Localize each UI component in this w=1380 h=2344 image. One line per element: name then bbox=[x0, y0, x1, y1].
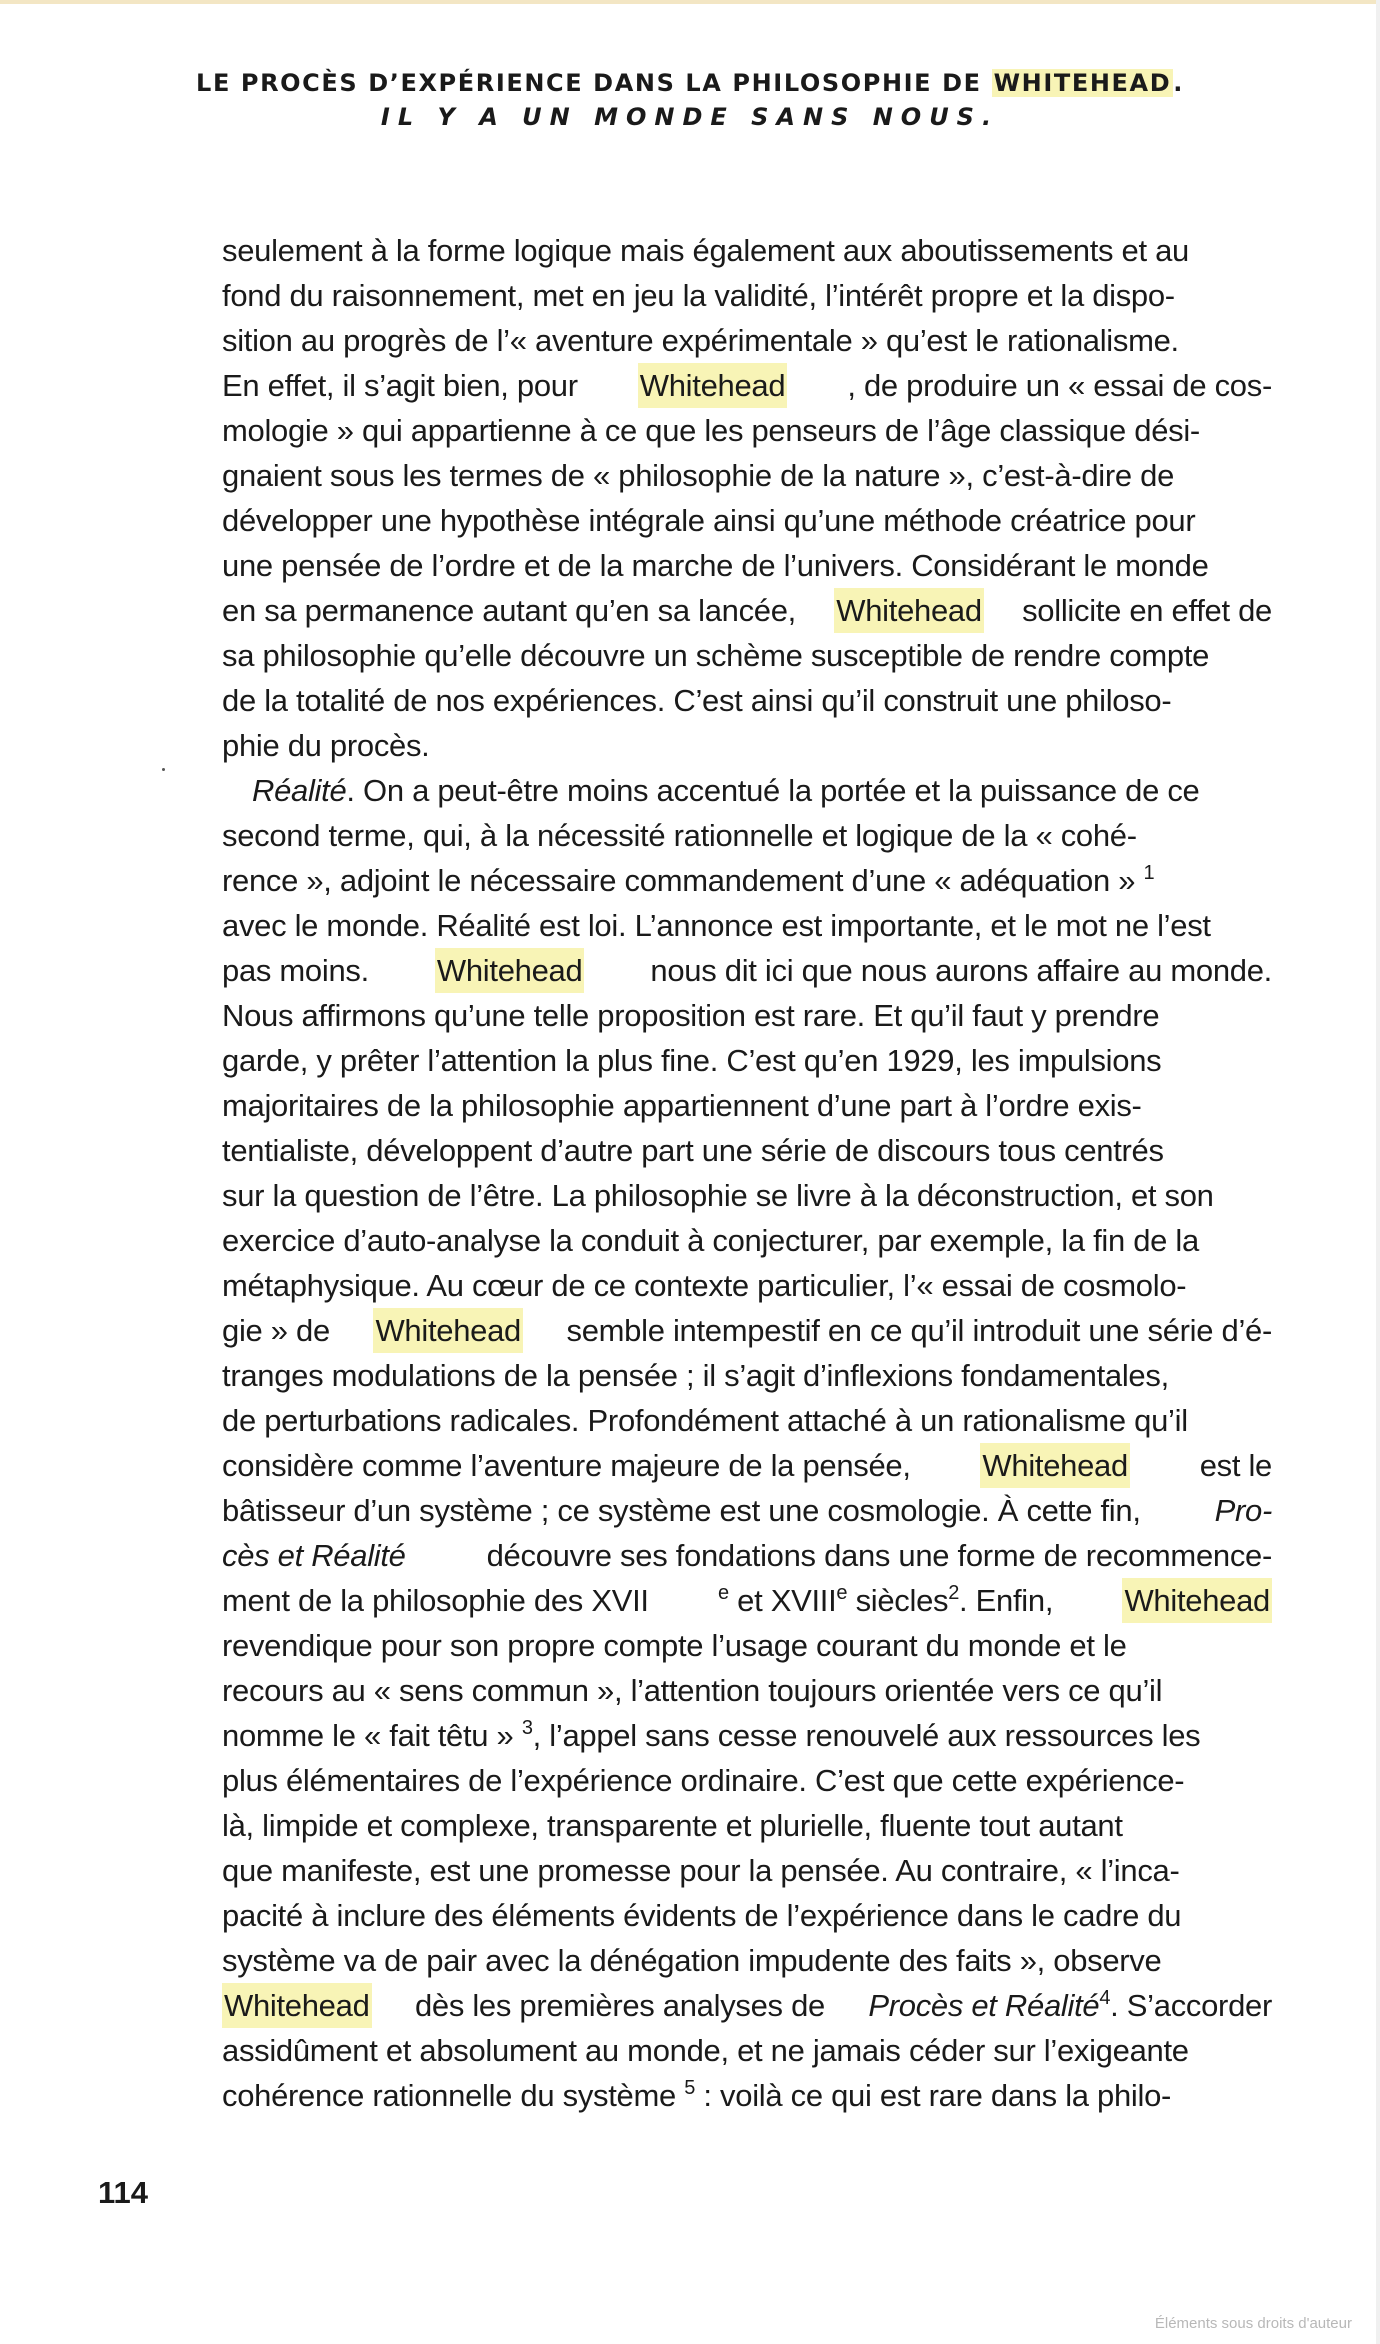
text-line: métaphysique. Au cœur de ce contexte particulier, l’« essai de cosmolo- bbox=[222, 1268, 1187, 1303]
highlight[interactable]: Whitehead bbox=[834, 588, 984, 633]
text-line: tentialiste, développent d’autre part une série de discours tous centrés bbox=[222, 1133, 1164, 1168]
text-line: de perturbations radicales. Profondément attaché à un rationalisme qu’il bbox=[222, 1403, 1188, 1438]
body-text bbox=[222, 228, 1272, 2118]
ordinal-mark: e bbox=[836, 1582, 848, 1604]
text-line: revendique pour son propre compte l’usage courant du monde et le bbox=[222, 1628, 1127, 1663]
text-line: second terme, qui, à la nécessité rationnelle et logique de la « cohé- bbox=[222, 818, 1137, 853]
text-line: Réalité. On a peut-être moins accentué la portée et la puissance de ce bbox=[252, 773, 1200, 808]
text-line: tranges modulations de la pensée ; il s’agit d’inflexions fondamentales, bbox=[222, 1358, 1169, 1393]
text-line: cohérence rationnelle du système $^5$ : voilà ce qui est rare dans la philo- bbox=[222, 2077, 1172, 2113]
footnote-ref[interactable]: 5 bbox=[684, 2077, 696, 2099]
highlight[interactable]: Whitehead bbox=[980, 1443, 1130, 1488]
page-right-border bbox=[1376, 0, 1380, 2344]
text-line: plus élémentaires de l’expérience ordinaire. C’est que cette expérience- bbox=[222, 1763, 1185, 1798]
text-line: bâtisseur d’un système ; ce système est une cosmologie. À cette fin, Pro- bbox=[222, 1488, 1272, 1533]
text-line: en sa permanence autant qu’en sa lancée, Whitehead sollicite en effet de bbox=[222, 588, 1272, 633]
highlight[interactable]: Whitehead bbox=[1122, 1578, 1272, 1623]
text-line: assidûment et absolument au monde, et ne jamais céder sur l’exigeante bbox=[222, 2033, 1189, 2068]
work-title: Procès et Réalité bbox=[868, 1988, 1100, 2023]
text-line: avec le monde. Réalité est loi. L’annonce est importante, et le mot ne l’est bbox=[222, 908, 1211, 943]
text-line: ment de la philosophie des XVII $^e$ et XVIIIe siècles$^2$. Enfin, Whitehead bbox=[222, 1578, 1272, 1623]
copyright-notice: Éléments sous droits d'auteur bbox=[1154, 2315, 1352, 2332]
text-line: gie » de Whitehead semble intempestif en ce qu’il introduit une série d’é- bbox=[222, 1308, 1272, 1353]
running-head-subtitle: IL Y A UN MONDE SANS NOUS. bbox=[380, 103, 1000, 131]
text-line: que manifeste, est une promesse pour la pensée. Au contraire, « l’inca- bbox=[222, 1853, 1180, 1888]
text-line: nomme le « fait têtu » $^3$, l’appel sans cesse renouvelé aux ressources les bbox=[222, 1717, 1201, 1753]
text-line: En effet, il s’agit bien, pour Whitehead , de produire un « essai de cos- bbox=[222, 363, 1272, 408]
footnote-ref[interactable]: 2 bbox=[948, 1582, 960, 1604]
running-head-title: LE PROCÈS D’EXPÉRIENCE DANS LA PHILOSOPHIE DE WHITEHEAD. bbox=[196, 69, 1184, 97]
highlight[interactable]: WHITEHEAD bbox=[993, 69, 1172, 97]
footnote-ref[interactable]: 3 bbox=[521, 1717, 533, 1739]
footnote-ref[interactable]: 4 bbox=[1099, 1987, 1111, 2009]
text-line: majoritaires de la philosophie appartiennent d’une part à l’ordre exis- bbox=[222, 1088, 1142, 1123]
text-line: Nous affirmons qu’une telle proposition est rare. Et qu’il faut y prendre bbox=[222, 998, 1160, 1033]
text-line: exercice d’auto-analyse la conduit à conjecturer, par exemple, la fin de la bbox=[222, 1223, 1199, 1258]
text-line: garde, y prêter l’attention la plus fine. C’est qu’en 1929, les impulsions bbox=[222, 1043, 1162, 1078]
work-title: Pro- bbox=[1214, 1493, 1272, 1528]
ordinal-mark: e bbox=[718, 1582, 729, 1604]
text-line: là, limpide et complexe, transparente et plurielle, fluente tout autant bbox=[222, 1808, 1123, 1843]
text-line: pas moins. Whitehead nous dit ici que nous aurons affaire au monde. bbox=[222, 948, 1272, 993]
text-line: Whitehead dès les premières analyses de Procès et Réalité$^4$. S’accorder bbox=[222, 1983, 1272, 2028]
text-line: seulement à la forme logique mais également aux aboutissements et au bbox=[222, 233, 1189, 268]
text-line: cès et Réalité découvre ses fondations dans une forme de recommence- bbox=[222, 1533, 1272, 1578]
text-line: sa philosophie qu’elle découvre un schème susceptible de rendre compte bbox=[222, 638, 1210, 673]
scan-speck bbox=[162, 768, 165, 771]
text-line: gnaient sous les termes de « philosophie de la nature », c’est-à-dire de bbox=[222, 458, 1175, 493]
section-term: Réalité bbox=[252, 773, 347, 808]
text-line: de la totalité de nos expériences. C’est ainsi qu’il construit une philoso- bbox=[222, 683, 1172, 718]
text-line: considère comme l’aventure majeure de la pensée, Whitehead est le bbox=[222, 1443, 1272, 1488]
text-line: fond du raisonnement, met en jeu la validité, l’intérêt propre et la dispo- bbox=[222, 278, 1175, 313]
page-top-border bbox=[0, 0, 1380, 4]
work-title: cès et Réalité bbox=[222, 1538, 406, 1573]
text-line: mologie » qui appartienne à ce que les penseurs de l’âge classique dési- bbox=[222, 413, 1200, 448]
text-line: recours au « sens commun », l’attention toujours orientée vers ce qu’il bbox=[222, 1673, 1163, 1708]
text-line: sition au progrès de l’« aventure expérimentale » qu’est le rationalisme. bbox=[222, 323, 1179, 358]
text-line: développer une hypothèse intégrale ainsi qu’une méthode créatrice pour bbox=[222, 503, 1196, 538]
highlight[interactable]: Whitehead bbox=[638, 363, 788, 408]
text-line: rence », adjoint le nécessaire commandement d’une « adéquation » $^1$ bbox=[222, 862, 1155, 898]
page-number: 114 bbox=[98, 2175, 149, 2210]
text-line: système va de pair avec la dénégation impudente des faits », observe bbox=[222, 1943, 1162, 1978]
text-line: phie du procès. bbox=[222, 728, 430, 763]
highlight[interactable]: Whitehead bbox=[373, 1308, 523, 1353]
text-line: sur la question de l’être. La philosophie se livre à la déconstruction, et son bbox=[222, 1178, 1214, 1213]
text-line: pacité à inclure des éléments évidents de l’expérience dans le cadre du bbox=[222, 1898, 1182, 1933]
highlight[interactable]: Whitehead bbox=[435, 948, 585, 993]
footnote-ref[interactable]: 1 bbox=[1143, 862, 1155, 884]
text-line: une pensée de l’ordre et de la marche de l’univers. Considérant le monde bbox=[222, 548, 1209, 583]
running-head bbox=[0, 66, 1380, 134]
highlight[interactable]: Whitehead bbox=[222, 1983, 372, 2028]
